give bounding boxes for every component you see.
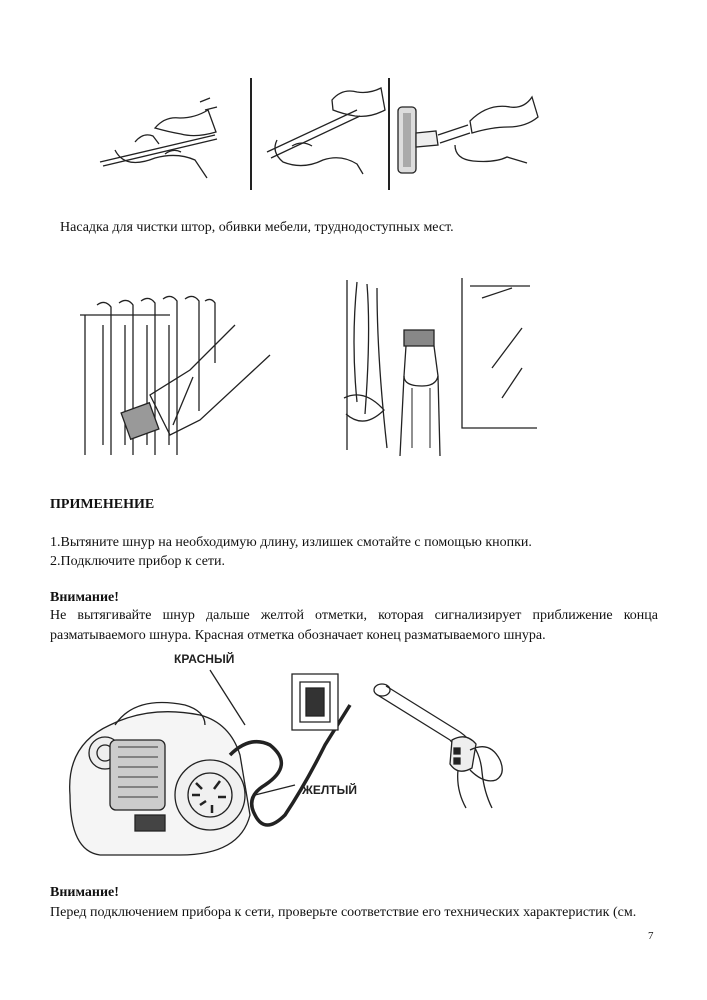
warning-title-2: Внимание! — [50, 885, 119, 900]
label-red-mark: КРАСНЫЙ — [174, 652, 235, 666]
divider-line-2 — [388, 78, 390, 190]
tube-assembly-illustration-1 — [95, 80, 225, 180]
tube-assembly-illustration-2 — [262, 80, 387, 180]
radiator-cleaning-illustration — [75, 285, 275, 455]
floor-brush-assembly-illustration — [395, 85, 540, 180]
step-1: 1.Вытяните шнур на необходимую длину, излишек смотайте с помощью кнопки. — [50, 535, 532, 550]
page-number: 7 — [648, 930, 654, 942]
divider-line-1 — [250, 78, 252, 190]
section-title: ПРИМЕНЕНИЕ — [50, 497, 155, 512]
warning-text-2: Перед подключением прибора к сети, проверьте соответствие его технических характеристик (см. — [50, 905, 637, 920]
warning-text-1: Не вытягивайте шнур дальше желтой отметки, которая сигнализирует приближение конца разматываемого шнура. Красная отметка обозначает конец разматываемого шнура. — [50, 608, 658, 643]
label-yellow-mark: ЖЕЛТЫЙ — [302, 783, 357, 797]
step-2: 2.Подключите прибор к сети. — [50, 554, 226, 569]
curtain-cleaning-illustration — [342, 278, 542, 458]
hose-handle-illustration — [370, 680, 510, 810]
warning-title-1: Внимание! — [50, 590, 119, 605]
wall-socket-plug-illustration — [290, 672, 340, 732]
nozzle-caption: Насадка для чистки штор, обивки мебели, труднодоступных мест. — [60, 220, 454, 235]
